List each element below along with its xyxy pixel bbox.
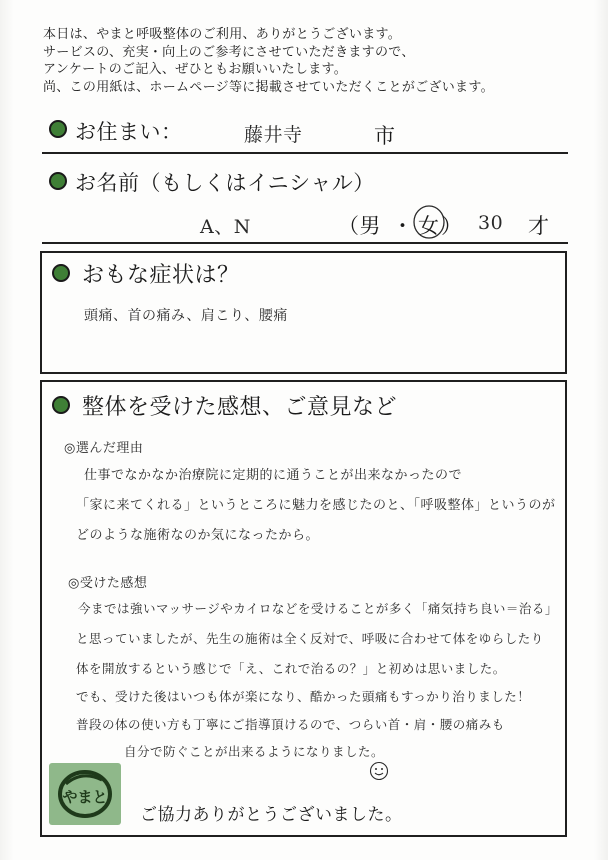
impression-line: と思っていましたが、先生の施術は全く反対で、呼吸に合わせて体をゆらしたり	[76, 631, 544, 646]
bullet-dot-icon	[52, 264, 70, 282]
gender-female: 女	[418, 214, 440, 238]
symptoms-label: おもな症状は？	[82, 263, 240, 288]
symptoms-box	[40, 251, 567, 374]
stamp-text: やまと	[62, 788, 108, 806]
impression-line: 体を開放するという感じで「え、これで治るの？」と初めは思いました。	[76, 661, 506, 676]
smiley-icon	[369, 761, 389, 781]
intro-text	[43, 26, 583, 96]
bullet-dot-icon	[49, 120, 67, 138]
address-underline	[42, 152, 568, 154]
impression-line: でも、受けた後はいつも体が楽になり、酷かった頭痛もすっかり治りました！	[76, 689, 531, 704]
reason-line: どのような施術なのか気になったから。	[76, 528, 320, 543]
symptoms-value: 頭痛、首の痛み、肩こり、腰痛	[84, 308, 288, 324]
age-suffix: 才	[528, 214, 550, 238]
name-label: お名前（もしくはイニシャル）	[75, 171, 375, 195]
intro-line: サービスの、充実・向上のご参考にさせていただきますので、	[43, 44, 415, 60]
reason-line: 仕事でなかなか治療院に定期的に通うことが出来なかったので	[84, 468, 463, 483]
logo-brush-icon	[52, 766, 118, 822]
gender-open: （男	[338, 214, 381, 238]
name-value: A、N	[200, 216, 251, 238]
bullet-dot-icon	[52, 396, 70, 414]
address-label: お住まい：	[75, 120, 183, 144]
impression-line: 自分で防ぐことが出来るようになりました。	[124, 744, 385, 759]
impression-heading: ◎受けた感想	[68, 576, 148, 591]
reason-heading: ◎選んだ理由	[64, 441, 144, 456]
gender-separator: ・	[392, 214, 414, 238]
impression-line: 今までは強いマッサージやカイロなどを受けることが多く「痛気持ち良い＝治る」	[78, 601, 558, 616]
impression-line: 普段の体の使い方も丁寧にご指導頂けるので、つらい首・肩・腰の痛みも	[76, 717, 505, 732]
intro-line: 本日は、やまと呼吸整体のご利用、ありがとうございます。	[43, 27, 402, 42]
address-suffix: 市	[374, 124, 396, 148]
address-value: 藤井寺	[244, 124, 303, 146]
intro-line: アンケートのご記入、ぜひともお願いいたします。	[43, 62, 348, 77]
intro-line: 尚、この用紙は、ホームページ等に掲載させていただくことがございます。	[43, 79, 494, 95]
feedback-label: 整体を受けた感想、ご意見など	[82, 395, 398, 420]
bullet-dot-icon	[49, 172, 67, 190]
yamato-logo-stamp	[49, 763, 121, 825]
name-underline	[42, 242, 568, 244]
age-value: 30	[478, 212, 504, 234]
reason-line: 「家に来てくれる」というところに魅力を感じたのと、「呼吸整体」というのが	[76, 498, 556, 513]
gender-close: ）	[441, 214, 463, 238]
closing-text: ご協力ありがとうございました。	[140, 805, 403, 825]
